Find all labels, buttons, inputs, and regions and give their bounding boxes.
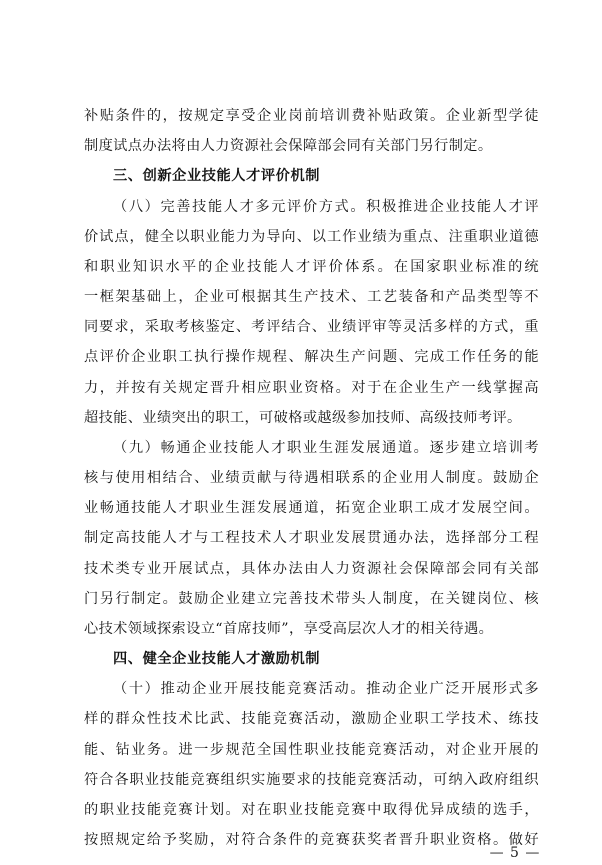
- paragraph-10-first-line: （十）推动企业开展技能竞赛活动。推动企业广泛开展形式多: [113, 681, 539, 697]
- body-text-line: 价试点，健全以职业能力为导向、以工作业绩为重点、注重职业道德: [84, 229, 539, 245]
- paragraph-9-first-line: （九）畅通企业技能人才职业生涯发展通道。逐步建立培训考: [113, 440, 539, 456]
- body-text-line: 制定高技能人才与工程技术人才职业发展贯通办法，选择部分工程: [84, 530, 539, 546]
- body-text-line: 门另行制定。鼓励企业建立完善技术带头人制度，在关键岗位、核: [84, 591, 539, 607]
- body-text-line: 符合各职业技能竞赛组织实施要求的技能竞赛活动，可纳入政府组织: [84, 772, 539, 788]
- body-text-line: 点评价企业职工执行操作规程、解决生产问题、完成工作任务的能: [84, 349, 539, 365]
- body-text-line: 能、钻业务。进一步规范全国性职业技能竞赛活动，对企业开展的: [84, 742, 539, 758]
- body-text-line: 的职业技能竞赛计划。对在职业技能竞赛中取得优异成绩的选手，: [84, 802, 539, 818]
- section-heading-3: 三、创新企业技能人才评价机制: [113, 168, 321, 184]
- body-text-line: 样的群众性技术比武、技能竞赛活动，激励企业职工学技术、练技: [84, 711, 539, 727]
- body-text-line: 核与使用相结合、业绩贡献与待遇相联系的企业用人制度。鼓励企: [84, 470, 539, 486]
- body-text-line: 技术类专业开展试点，具体办法由人力资源社会保障部会同有关部: [84, 561, 539, 577]
- body-text-line: 补贴条件的，按规定享受企业岗前培训费补贴政策。企业新型学徒: [84, 108, 539, 124]
- body-text-line: 按照规定给予奖励，对符合条件的竞赛获奖者晋升职业资格。做好: [84, 832, 539, 848]
- body-text-line: 心技术领域探索设立“首席技师”，享受高层次人才的相关待遇。: [84, 621, 494, 637]
- body-text-line: 超技能、业绩突出的职工，可破格或越级参加技师、高级技师考评。: [84, 410, 522, 426]
- body-text-line: 同要求，采取考核鉴定、考评结合、业绩评审等灵活多样的方式，重: [84, 319, 539, 335]
- section-heading-4: 四、健全企业技能人才激励机制: [113, 651, 321, 667]
- body-text-line: 力，并按有关规定晋升相应职业资格。对于在企业生产一线掌握高: [84, 380, 539, 396]
- paragraph-8-first-line: （八）完善技能人才多元评价方式。积极推进企业技能人才评: [113, 199, 539, 215]
- body-text-line: 一框架基础上，企业可根据其生产技术、工艺装备和产品类型等不: [84, 289, 539, 305]
- body-text-line: 和职业知识水平的企业技能人才评价体系。在国家职业标准的统: [84, 259, 539, 275]
- page-number: — 5 —: [489, 845, 541, 861]
- body-text-line: 制度试点办法将由人力资源社会保障部会同有关部门另行制定。: [84, 138, 493, 154]
- body-text-line: 业畅通技能人才职业生涯发展通道，拓宽企业职工成才发展空间。: [84, 500, 539, 516]
